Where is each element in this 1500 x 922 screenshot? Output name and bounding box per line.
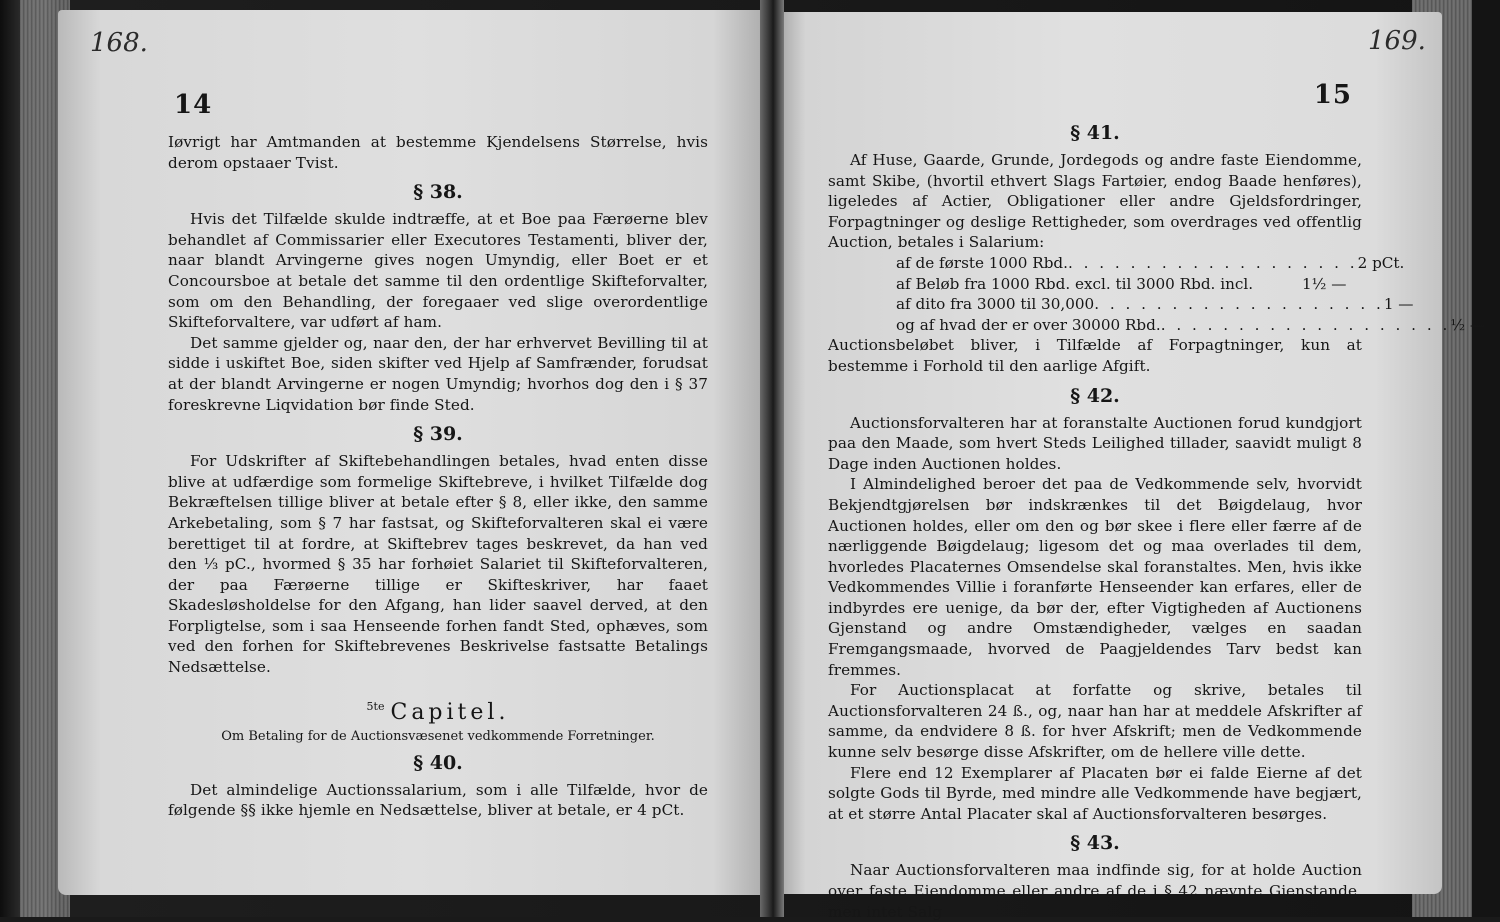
section-42-paragraph-2: I Almindelighed beroer det paa de Vedkommende selv, hvorvidt Bekjendtgjørelsen bør indskrænkes til det Bøigdelaug, hvor Auctionen holdes, eller om den og bør skee i flere eller færre af de nærliggende Bøigdelaug; ligesom det og maa overlades til dem, hvorledes Placaternes Omsendelse skal foranstaltes. Men, hvis ikke Vedkommendes Villie i foranførte Henseender kan erfares, eller de indbyrdes ere uenige, da bør der, efter Vigtigheden af Auctionens Gjenstand og andre Omstændigheder, vælges en saadan Fremgangsmaade, hvorved de Paagjeldendes Tarv bedst kan fremmes. (828, 475, 1362, 679)
section-41-after-tariff: Auctionsbeløbet bliver, i Tilfælde af Forpagtninger, kun at bestemme i Forhold til den aarlige Afgift. (828, 336, 1362, 375)
section-38-paragraph-1: Hvis det Tilfælde skulde indtræffe, at et Boe paa Færøerne blev behandlet af Commissarier eller Executores Testamenti, bliver der, naar blandt Arvingerne gives nogen Umyndig, eller Boet er et Concoursboe at betale det samme til den ordentlige Skifteforvalter, som om den Behandling, der foregaaer ved slige overordentlige Skifteforvaltere, var udført af ham. (168, 210, 708, 332)
chapter-title: Capitel. (390, 699, 510, 725)
tariff-row (828, 315, 1486, 336)
tariff-label: af de første 1000 Rbd. (896, 253, 1068, 272)
section-42-paragraph-1: Auctionsforvalteren har at foranstalte Auctionen forud kundgjort paa den Maade, som hvert Steds Leilighed tillader, saavidt muligt 8 Dage inden Auctionen holdes. (828, 413, 1362, 473)
tariff-label: af Beløb fra 1000 Rbd. excl. til 3000 Rbd. incl. (896, 274, 1254, 293)
tariff-dots: . . . . . . . . . . . . . . . . . . . (1067, 253, 1358, 272)
section-39-paragraph-1: For Udskrifter af Skiftebehandlingen betales, hvad enten disse blive at udfærdige som formelige Skiftebreve, i hvilket Tilfælde dog Bekræftelsen tillige bliver at betale efter § 8, eller ikke, den samme Arkebetaling, som § 7 har fastsat, og Skifteforvalteren skal ei være berettiget til at fordre, at Skiftebrev tages beskrevet, da han ved den ⅓ pC., hvormed § 35 har forhøiet Salariet til Skifteforvalteren, der paa Færøerne tillige er Skifteskriver, har faaet Skadesløsholdelse for den Afgang, han lider saavel derved, at den Forpligtelse, som i saa Henseende forhen fandt Sted, ophæves, som ved den forhen for Skiftebrevenes Beskrivelse fastsatte Betalings Nedsættelse. (168, 452, 708, 677)
section-42-heading: § 42. (1070, 384, 1120, 407)
section-38-heading: § 38. (413, 181, 463, 204)
handwritten-folio-right: 169. (1368, 26, 1426, 56)
tariff-rate: ½ — (1450, 315, 1486, 334)
tariff-dots (1253, 274, 1302, 295)
salary-tariff-list (828, 253, 1486, 335)
tariff-label: af dito fra 3000 til 30,000 (896, 295, 1095, 314)
tariff-label: og af hvad der er over 30000 Rbd. (896, 315, 1161, 334)
section-40-paragraph-1: Det almindelige Auctionssalarium, som i alle Tilfælde, hvor de følgende §§ ikke hjemle en Nedsættelse, bliver at betale, er 4 pCt. (168, 780, 708, 820)
tariff-dots: . . . . . . . . . . . . . . . . . . . (1160, 315, 1451, 334)
section-42-paragraph-4: Flere end 12 Exemplarer af Placaten bør ei falde Eierne af det solgte Gods til Byrde, med mindre alle Vedkommende have begjært, at et større Antal Placater skal af Auctionsforvalteren besørges. (828, 763, 1362, 823)
tariff-rate: 1 — (1383, 295, 1414, 314)
section-40-heading: § 40. (413, 751, 463, 774)
section-41-intro: Af Huse, Gaarde, Grunde, Jordegods og andre faste Eiendomme, samt Skibe, (hvortil ethvert Slags Fartøier, endog Baade henføres), ligeledes af Actier, Obligationer eller andre Gjeldsfordringer, Forpagtninger og deslige Rettigheder, som overdrages ved offentlig Auction, betales i Salarium: (828, 151, 1362, 252)
section-38-paragraph-2: Det samme gjelder og, naar den, der har erhvervet Bevilling til at sidde i uskiftet Boe, siden skifter ved Hjelp af Samfrænder, forudsat at der blandt Arvingerne er nogen Umyndig; hvorhos dog den i § 37 foreskrevne Liqvidation bør finde Sted. (168, 333, 708, 414)
section-42-paragraph-3: For Auctionsplacat at forfatte og skrive, betales til Auctionsforvalteren 24 ß., og, naar han har at meddele Afskrifter af samme, da endvidere 8 ß. for hver Afskrift; men de Vedkommende kunne selv besørge disse Afskrifter, om de hellere ville dette. (828, 681, 1362, 762)
right-page (772, 12, 1486, 921)
opening-paragraph: Iøvrigt har Amtmanden at bestemme Kjendelsens Størrelse, hvis derom opstaaer Tvist. (168, 133, 708, 172)
chapter-number: 5te (366, 700, 385, 714)
tariff-dots: . . . . . . . . . . . . . . . . . . . (1094, 295, 1384, 314)
chapter-subtitle: Om Betaling for de Auctionsvæsenet vedkommende Forretninger. (221, 728, 655, 744)
handwritten-folio-left: 168. (90, 28, 148, 58)
tariff-row (828, 274, 1362, 295)
section-41-heading: § 41. (1070, 122, 1120, 144)
left-page (58, 10, 770, 895)
tariff-row (828, 253, 1405, 274)
page-number-left: 14 (174, 90, 213, 120)
page-number-right: 15 (1313, 80, 1352, 110)
tariff-rate: 1½ — (1302, 274, 1347, 293)
tariff-rate: 2 pCt. (1357, 253, 1405, 272)
chapter-heading (168, 700, 708, 725)
section-43-heading: § 43. (1070, 832, 1120, 855)
book-gutter (760, 0, 784, 917)
tariff-row (828, 294, 1414, 315)
section-39-heading: § 39. (413, 423, 463, 446)
section-43-paragraph-1: Naar Auctionsforvalteren maa indfinde sig, for at holde Auction over faste Eiendomme eller andre af de i § 42 nævnte Gjenstande, men intet Salg (828, 861, 1362, 921)
